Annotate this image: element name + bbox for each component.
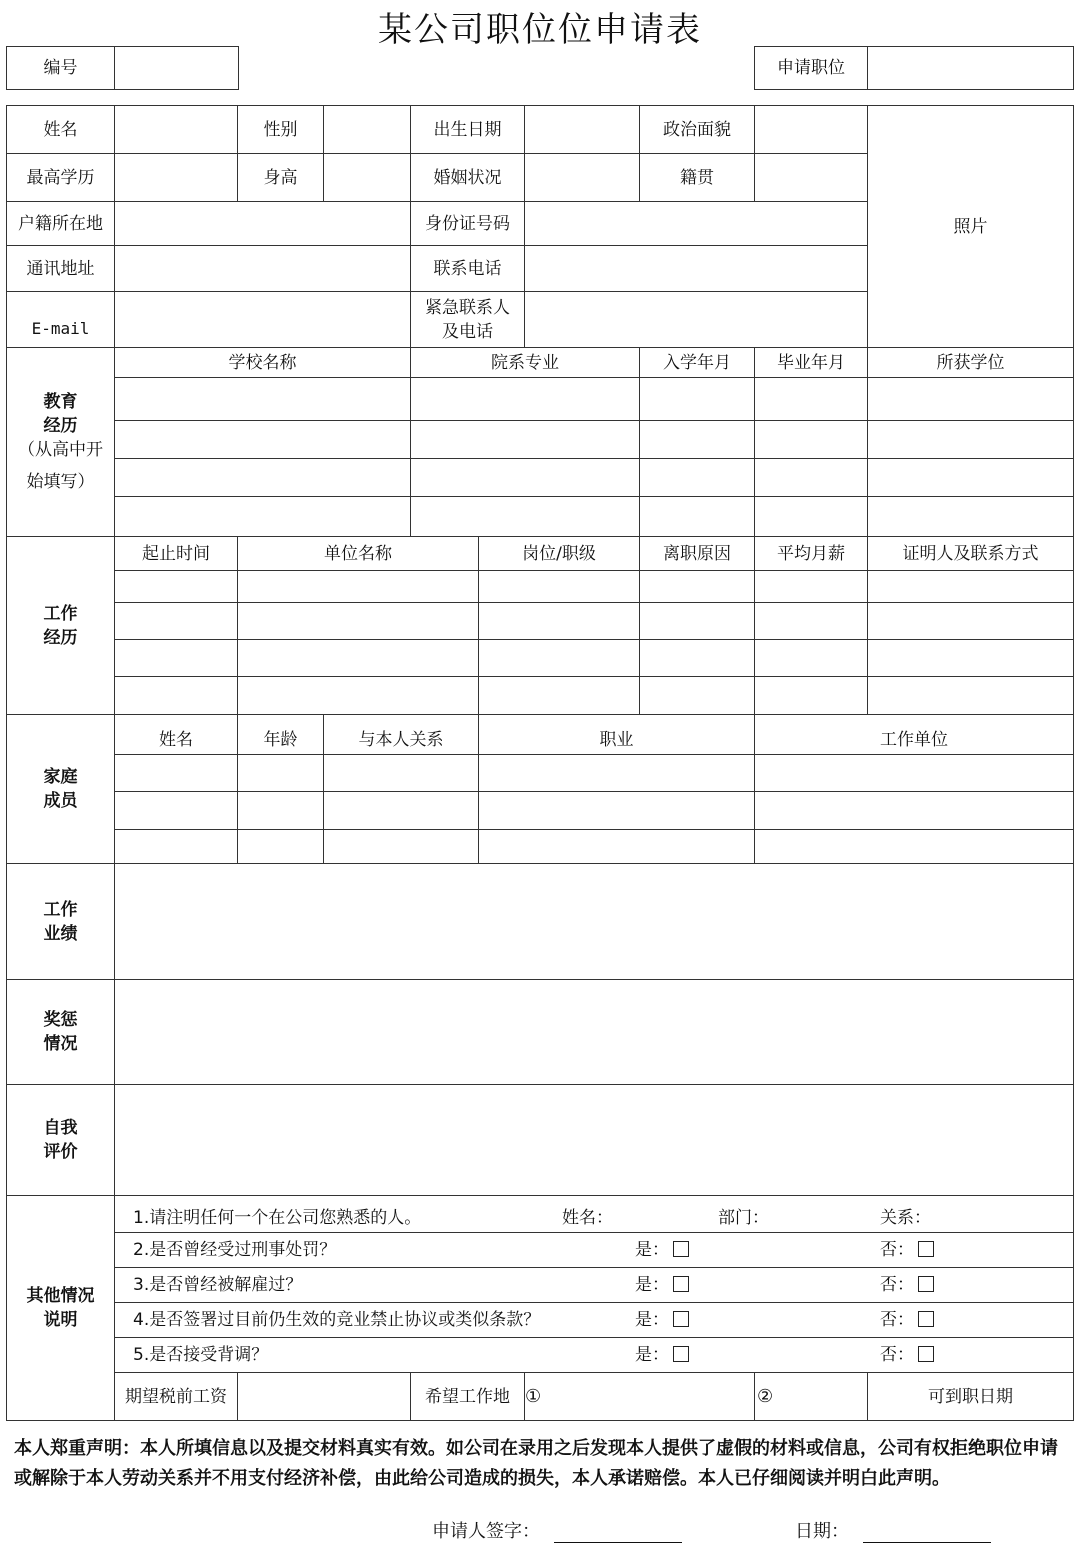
- question-4-yes[interactable]: [635, 1308, 689, 1332]
- other-label-line2: 说明: [43, 1310, 78, 1330]
- question-5-text: 5.是否接受背调？: [133, 1345, 269, 1365]
- work-header-reason: 离职原因: [640, 537, 755, 571]
- family-label-line1: 家庭: [43, 767, 78, 787]
- rewards-label-line1: 奖惩: [43, 1010, 78, 1030]
- work-cell[interactable]: [640, 571, 755, 603]
- phone-label: 联系电话: [411, 246, 525, 292]
- question-4: [115, 1303, 1074, 1338]
- question-1-text: 1.请注明任何一个在公司您熟悉的人。: [133, 1208, 422, 1228]
- question-1-name[interactable]: 姓名：: [562, 1208, 613, 1228]
- performance-field[interactable]: [115, 864, 1074, 980]
- edu-cell[interactable]: [115, 459, 411, 497]
- work-cell[interactable]: [238, 571, 479, 603]
- question-4-text: 4.是否签署过目前仍生效的竞业禁止协议或类似条款？: [133, 1310, 541, 1330]
- question-3: [115, 1268, 1074, 1303]
- rewards-section-label: [7, 980, 115, 1085]
- edu-cell[interactable]: [411, 497, 640, 537]
- edu-cell[interactable]: [640, 378, 755, 421]
- location-1-field[interactable]: [525, 1373, 755, 1421]
- gender-label: 性别: [238, 106, 324, 154]
- email-field[interactable]: [115, 292, 411, 348]
- marital-field[interactable]: [525, 154, 640, 202]
- political-label: 政治面貌: [640, 106, 755, 154]
- applicant-signature-line[interactable]: [554, 1520, 682, 1543]
- edu-cell[interactable]: [640, 497, 755, 537]
- height-field[interactable]: [324, 154, 411, 202]
- location-2-marker: ②: [757, 1385, 774, 1407]
- checkbox-icon[interactable]: [673, 1346, 689, 1362]
- performance-label-line2: 业绩: [43, 923, 78, 944]
- phone-field[interactable]: [525, 246, 868, 292]
- family-cell[interactable]: [115, 792, 238, 830]
- edu-header-degree: 所获学位: [868, 348, 1074, 378]
- question-3-no[interactable]: [880, 1273, 934, 1297]
- edu-cell[interactable]: [411, 459, 640, 497]
- self-eval-field[interactable]: [115, 1085, 1074, 1196]
- table-row: [7, 640, 1074, 677]
- work-label-line1: 工作: [43, 603, 78, 624]
- height-label: 身高: [238, 154, 324, 202]
- checkbox-icon[interactable]: [673, 1241, 689, 1257]
- birth-label: 出生日期: [411, 106, 525, 154]
- work-cell[interactable]: [115, 640, 238, 677]
- checkbox-icon[interactable]: [673, 1276, 689, 1292]
- location-label: 希望工作地: [411, 1373, 525, 1421]
- family-cell[interactable]: [755, 830, 1074, 864]
- family-cell[interactable]: [479, 792, 755, 830]
- yes-label: 是：: [635, 1275, 669, 1295]
- work-header-salary: 平均月薪: [755, 537, 868, 571]
- checkbox-icon[interactable]: [918, 1311, 934, 1327]
- work-cell[interactable]: [115, 677, 238, 715]
- native-label: 籍贯: [640, 154, 755, 202]
- work-section-label: [7, 537, 115, 715]
- edu-cell[interactable]: [411, 378, 640, 421]
- work-header-company: 单位名称: [238, 537, 479, 571]
- education-label: 最高学历: [7, 154, 115, 202]
- edu-label-line1: 教育: [43, 392, 78, 412]
- work-cell[interactable]: [868, 571, 1074, 603]
- edu-cell[interactable]: [868, 497, 1074, 537]
- edu-cell[interactable]: [755, 378, 868, 421]
- work-cell[interactable]: [640, 640, 755, 677]
- family-cell[interactable]: [115, 755, 238, 792]
- question-1: [115, 1196, 1074, 1233]
- work-cell[interactable]: [238, 640, 479, 677]
- family-header-name: 姓名: [115, 715, 238, 755]
- checkbox-icon[interactable]: [918, 1346, 934, 1362]
- checkbox-icon[interactable]: [918, 1276, 934, 1292]
- self-eval-section-label: [7, 1085, 115, 1196]
- work-cell[interactable]: [640, 603, 755, 640]
- salary-field[interactable]: [238, 1373, 411, 1421]
- work-header-period: 起止时间: [115, 537, 238, 571]
- edu-label-line2: 经历: [43, 416, 78, 436]
- table-row: [7, 459, 1074, 497]
- family-header-job: 职业: [479, 715, 755, 755]
- political-field[interactable]: [755, 106, 868, 154]
- family-section-label: [7, 715, 115, 864]
- question-5-yes[interactable]: [635, 1343, 689, 1367]
- position-label: 申请职位: [755, 47, 868, 90]
- work-cell[interactable]: [479, 677, 640, 715]
- address-label: 通讯地址: [7, 246, 115, 292]
- edu-cell[interactable]: [411, 421, 640, 459]
- edu-header-school: 学校名称: [115, 348, 411, 378]
- work-cell[interactable]: [115, 571, 238, 603]
- family-label-line2: 成员: [43, 791, 78, 811]
- other-label-line1: 其他情况: [26, 1286, 95, 1306]
- family-cell[interactable]: [238, 830, 324, 864]
- question-5: [115, 1338, 1074, 1373]
- work-cell[interactable]: [868, 603, 1074, 640]
- edu-cell[interactable]: [868, 421, 1074, 459]
- work-cell[interactable]: [479, 640, 640, 677]
- family-cell[interactable]: [324, 830, 479, 864]
- work-cell[interactable]: [479, 571, 640, 603]
- table-row: [7, 603, 1074, 640]
- family-cell[interactable]: [755, 755, 1074, 792]
- id-label: 身份证号码: [411, 202, 525, 246]
- education-section-label: [7, 348, 115, 537]
- name-label: 姓名: [7, 106, 115, 154]
- edu-cell[interactable]: [115, 378, 411, 421]
- declaration-text: 本人郑重声明：本人所填信息以及提交材料真实有效。如公司在录用之后发现本人提供了虚假的材料或信息，公司有权拒绝职位申请或解除于本人劳动关系并不用支付经济补偿，由此给公司造成的损失，本人承诺赔偿。本人已仔细阅读并明白此声明。: [14, 1438, 1058, 1489]
- table-row: [7, 755, 1074, 792]
- no-label: 否：: [880, 1345, 914, 1365]
- family-cell[interactable]: [755, 792, 1074, 830]
- edu-label-line3: （从高中开: [18, 440, 103, 460]
- table-row: [7, 378, 1074, 421]
- photo-box[interactable]: 照片: [868, 106, 1074, 348]
- marital-label: 婚姻状况: [411, 154, 525, 202]
- edu-header-start: 入学年月: [640, 348, 755, 378]
- table-row: [7, 571, 1074, 603]
- start-date-label: 可到职日期: [868, 1373, 1074, 1421]
- position-table: [754, 46, 1074, 90]
- family-cell[interactable]: [115, 830, 238, 864]
- work-cell[interactable]: [115, 603, 238, 640]
- question-2-yes[interactable]: [635, 1238, 689, 1262]
- work-cell[interactable]: [479, 603, 640, 640]
- rewards-label-line2: 情况: [43, 1034, 78, 1054]
- table-row: [7, 497, 1074, 537]
- location-1-marker: ①: [525, 1385, 542, 1407]
- question-1-dept[interactable]: 部门：: [718, 1208, 769, 1228]
- family-header-relation: 与本人关系: [324, 715, 479, 755]
- checkbox-icon[interactable]: [673, 1311, 689, 1327]
- question-1-relation[interactable]: 关系：: [880, 1208, 931, 1228]
- address-field[interactable]: [115, 246, 411, 292]
- number-table: [6, 46, 239, 90]
- education-field[interactable]: [115, 154, 238, 202]
- no-label: 否：: [880, 1240, 914, 1260]
- table-row: [7, 792, 1074, 830]
- edu-cell[interactable]: [115, 497, 411, 537]
- work-cell[interactable]: [755, 677, 868, 715]
- question-2-text: 2.是否曾经受过刑事处罚？: [133, 1240, 337, 1260]
- performance-section-label: [7, 864, 115, 980]
- table-row: [7, 677, 1074, 715]
- work-label-line2: 经历: [43, 627, 78, 648]
- rewards-field[interactable]: [115, 980, 1074, 1085]
- edu-cell[interactable]: [755, 421, 868, 459]
- emergency-field[interactable]: [525, 292, 868, 348]
- family-cell[interactable]: [324, 755, 479, 792]
- signature-date: [795, 1517, 991, 1543]
- family-cell[interactable]: [479, 755, 755, 792]
- work-cell[interactable]: [755, 571, 868, 603]
- table-row: [7, 830, 1074, 864]
- self-eval-label-line1: 自我: [43, 1118, 78, 1138]
- question-2: [115, 1233, 1074, 1268]
- checkbox-icon[interactable]: [918, 1241, 934, 1257]
- no-label: 否：: [880, 1275, 914, 1295]
- edu-header-major: 院系专业: [411, 348, 640, 378]
- question-4-no[interactable]: [880, 1308, 934, 1332]
- other-section-label: [7, 1196, 115, 1421]
- question-2-no[interactable]: [880, 1238, 934, 1262]
- self-eval-label-line2: 评价: [43, 1142, 78, 1162]
- household-label: 户籍所在地: [7, 202, 115, 246]
- family-cell[interactable]: [238, 755, 324, 792]
- yes-label: 是：: [635, 1240, 669, 1260]
- work-cell[interactable]: [755, 603, 868, 640]
- native-field[interactable]: [755, 154, 868, 202]
- edu-cell[interactable]: [868, 378, 1074, 421]
- number-label: 编号: [7, 47, 115, 90]
- work-header-title: 岗位/职级: [479, 537, 640, 571]
- family-header-employer: 工作单位: [755, 715, 1074, 755]
- salary-label: 期望税前工资: [115, 1373, 238, 1421]
- emergency-label-line2: 及电话: [442, 321, 493, 342]
- position-field[interactable]: [868, 47, 1074, 90]
- family-header-age: 年龄: [238, 715, 324, 755]
- family-cell[interactable]: [324, 792, 479, 830]
- work-cell[interactable]: [755, 640, 868, 677]
- id-field[interactable]: [525, 202, 868, 246]
- application-form: [6, 105, 1074, 1421]
- no-label: 否：: [880, 1310, 914, 1330]
- question-3-text: 3.是否曾经被解雇过？: [133, 1275, 303, 1295]
- household-field[interactable]: [115, 202, 411, 246]
- edu-cell[interactable]: [868, 459, 1074, 497]
- yes-label: 是：: [635, 1345, 669, 1365]
- edu-header-end: 毕业年月: [755, 348, 868, 378]
- signature-date-line[interactable]: [863, 1520, 991, 1543]
- work-cell[interactable]: [238, 677, 479, 715]
- edu-label-line4: 始填写）: [26, 472, 95, 492]
- emergency-label-line1: 紧急联系人: [425, 297, 510, 318]
- emergency-label: [411, 292, 525, 348]
- yes-label: 是：: [635, 1310, 669, 1330]
- name-field[interactable]: [115, 106, 238, 154]
- work-cell[interactable]: [868, 640, 1074, 677]
- number-field[interactable]: [115, 47, 239, 90]
- table-row: [7, 421, 1074, 459]
- work-header-reference: 证明人及联系方式: [868, 537, 1074, 571]
- birth-field[interactable]: [525, 106, 640, 154]
- edu-cell[interactable]: [755, 459, 868, 497]
- edu-cell[interactable]: [115, 421, 411, 459]
- question-5-no[interactable]: [880, 1343, 934, 1367]
- question-3-yes[interactable]: [635, 1273, 689, 1297]
- edu-cell[interactable]: [640, 459, 755, 497]
- work-cell[interactable]: [640, 677, 755, 715]
- gender-field[interactable]: [324, 106, 411, 154]
- applicant-signature: [432, 1517, 682, 1543]
- edu-cell[interactable]: [640, 421, 755, 459]
- family-cell[interactable]: [479, 830, 755, 864]
- edu-cell[interactable]: [755, 497, 868, 537]
- family-cell[interactable]: [238, 792, 324, 830]
- work-cell[interactable]: [868, 677, 1074, 715]
- work-cell[interactable]: [238, 603, 479, 640]
- form-title: 某公司职位位申请表: [378, 10, 702, 50]
- performance-label-line1: 工作: [43, 899, 78, 920]
- email-label: E-mail: [7, 292, 115, 348]
- applicant-signature-label: 申请人签字：: [432, 1521, 540, 1542]
- location-2-field[interactable]: [755, 1373, 868, 1421]
- signature-date-label: 日期：: [795, 1521, 849, 1542]
